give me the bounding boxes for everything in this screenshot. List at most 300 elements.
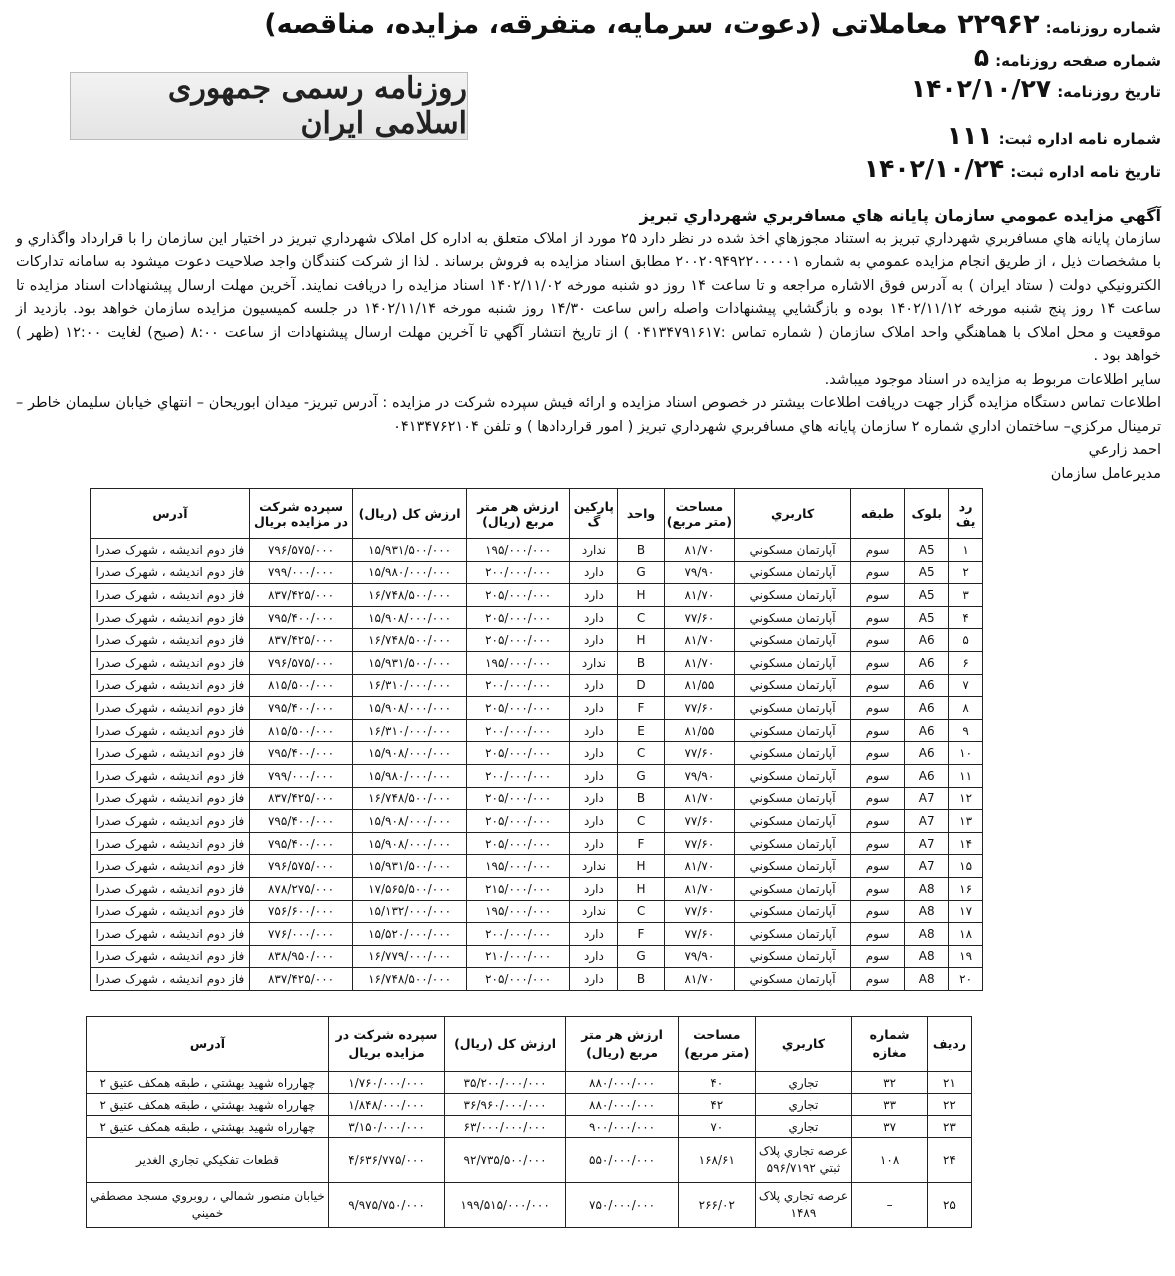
shop-cell: ۴۰ [679, 1072, 755, 1094]
apartment-cell: ۴ [949, 606, 983, 629]
page-value: ۵ [973, 42, 990, 72]
table-row [91, 945, 983, 968]
apartment-cell: ۱۸ [949, 923, 983, 946]
shop-cell: قطعات تفکيکي تجاري الغدير [87, 1138, 329, 1183]
apartment-cell: G [618, 764, 664, 787]
apartment-cell: ۱۵ [949, 855, 983, 878]
apartment-cell: سوم [850, 584, 904, 607]
table-row [91, 855, 983, 878]
notice-paragraph-2: ساير اطلاعات مربوط به مزايده در اسناد موجود ميباشد. [824, 371, 1161, 388]
apartment-cell: فاز دوم انديشه ، شهرک صدرا [91, 855, 250, 878]
apartment-cell: ۸۳۸/۹۵۰/۰۰۰ [249, 945, 352, 968]
apartment-cell: H [618, 855, 664, 878]
apartment-cell: سوم [850, 945, 904, 968]
table-row [91, 900, 983, 923]
apartment-header-cell: واحد [618, 489, 664, 539]
shop-cell: ۱/۷۶۰/۰۰۰/۰۰۰ [329, 1072, 445, 1094]
apartment-cell: ۱۵/۹۳۱/۵۰۰/۰۰۰ [353, 539, 467, 562]
apartment-cell: ۲۰۵/۰۰۰/۰۰۰ [466, 606, 569, 629]
apartment-cell: E [618, 719, 664, 742]
apartment-cell: A7 [905, 832, 949, 855]
apartment-cell: F [618, 832, 664, 855]
apartment-cell: فاز دوم انديشه ، شهرک صدرا [91, 719, 250, 742]
apartment-header-cell: پارکين گ [570, 489, 618, 539]
apartment-cell: ۱۴ [949, 832, 983, 855]
apartment-cell: سوم [850, 606, 904, 629]
shop-cell: تجاري [755, 1094, 852, 1116]
apartment-cell: فاز دوم انديشه ، شهرک صدرا [91, 584, 250, 607]
apartment-cell: ۱۵/۹۰۸/۰۰۰/۰۰۰ [353, 832, 467, 855]
page-line [11, 42, 1161, 73]
apartment-cell: ۷۹۶/۵۷۵/۰۰۰ [249, 651, 352, 674]
apartment-cell: ۷۹/۹۰ [664, 764, 735, 787]
reg-no-label: شماره نامه اداره ثبت: [998, 130, 1161, 148]
apartment-cell: ۷۹۹/۰۰۰/۰۰۰ [249, 561, 352, 584]
apartment-cell: فاز دوم انديشه ، شهرک صدرا [91, 764, 250, 787]
apartment-cell: دارد [570, 629, 618, 652]
table-row [91, 719, 983, 742]
shop-cell: چهارراه شهيد بهشتي ، طبقه همکف عتيق ۲ [87, 1116, 329, 1138]
apartment-cell: سوم [850, 832, 904, 855]
apartment-cell: ۷۹۶/۵۷۵/۰۰۰ [249, 539, 352, 562]
table-row [91, 877, 983, 900]
apartment-header-cell: سپرده شرکت در مزايده بريال [249, 489, 352, 539]
apartment-cell: آپارتمان مسکوني [735, 810, 851, 833]
apartment-cell: دارد [570, 787, 618, 810]
apartment-cell: ۱۵/۹۰۸/۰۰۰/۰۰۰ [353, 697, 467, 720]
table-row [87, 1116, 972, 1138]
apartment-cell: ۷۹۹/۰۰۰/۰۰۰ [249, 764, 352, 787]
apartment-cell: ندارد [570, 539, 618, 562]
apartment-cell: دارد [570, 719, 618, 742]
shop-cell: ۳۶/۹۶۰/۰۰۰/۰۰۰ [445, 1094, 566, 1116]
apartment-cell: ۲۰ [949, 968, 983, 991]
apartment-cell: ۱۶/۷۴۸/۵۰۰/۰۰۰ [353, 968, 467, 991]
apartment-cell: H [618, 877, 664, 900]
shop-cell: ۶۳/۰۰۰/۰۰۰/۰۰۰ [445, 1116, 566, 1138]
signer-name: احمد زارعي [1088, 442, 1161, 458]
table-row [87, 1094, 972, 1116]
shop-cell: ۱/۸۴۸/۰۰۰/۰۰۰ [329, 1094, 445, 1116]
apartment-cell: ۱۱ [949, 764, 983, 787]
apartment-cell: F [618, 697, 664, 720]
apartment-cell: ۷۹۵/۴۰۰/۰۰۰ [249, 832, 352, 855]
shop-cell: ۳۳ [852, 1094, 928, 1116]
apartment-cell: سوم [850, 674, 904, 697]
apartment-cell: آپارتمان مسکوني [735, 742, 851, 765]
apartment-cell: دارد [570, 584, 618, 607]
table-row [87, 1138, 972, 1183]
apartment-cell: دارد [570, 764, 618, 787]
apartment-cell: سوم [850, 923, 904, 946]
apartment-cell: ندارد [570, 651, 618, 674]
apartment-cell: B [618, 787, 664, 810]
apartment-cell: ۷۷/۶۰ [664, 810, 735, 833]
apartment-cell: ۲۰۰/۰۰۰/۰۰۰ [466, 923, 569, 946]
apartment-header-cell: ارزش کل (ريال) [353, 489, 467, 539]
apartment-cell: ۱۷ [949, 900, 983, 923]
apartment-cell: A6 [905, 651, 949, 674]
apartment-cell: ۱۵/۹۸۰/۰۰۰/۰۰۰ [353, 764, 467, 787]
apartment-cell: آپارتمان مسکوني [735, 923, 851, 946]
apartment-cell: A6 [905, 629, 949, 652]
apartment-header-cell: بلوک [905, 489, 949, 539]
apartment-cell: ۲۰۰/۰۰۰/۰۰۰ [466, 674, 569, 697]
apartment-header-cell: طبقه [850, 489, 904, 539]
apartment-cell: سوم [850, 900, 904, 923]
apartment-cell: آپارتمان مسکوني [735, 855, 851, 878]
apartment-cell: ۶ [949, 651, 983, 674]
apartments-table-header [91, 489, 983, 539]
shop-cell: ۴/۶۳۶/۷۷۵/۰۰۰ [329, 1138, 445, 1183]
table-row [91, 674, 983, 697]
apartment-cell: آپارتمان مسکوني [735, 651, 851, 674]
apartments-table [90, 488, 983, 991]
apartment-cell: ۲۰۵/۰۰۰/۰۰۰ [466, 742, 569, 765]
shop-cell: ۵۵۰/۰۰۰/۰۰۰ [566, 1138, 679, 1183]
apartment-cell: ۸۳۷/۴۲۵/۰۰۰ [249, 787, 352, 810]
apartment-cell: فاز دوم انديشه ، شهرک صدرا [91, 697, 250, 720]
apartment-cell: A7 [905, 787, 949, 810]
shop-header-cell: شماره مغازه [852, 1017, 928, 1072]
apartment-header-cell: آدرس [91, 489, 250, 539]
apartment-cell: فاز دوم انديشه ، شهرک صدرا [91, 606, 250, 629]
apartment-cell: آپارتمان مسکوني [735, 539, 851, 562]
issue-value: ۲۲۹۶۲ معاملاتی (دعوت، سرمایه، متفرقه، مزایده، مناقصه) [264, 9, 1040, 40]
table-row [91, 697, 983, 720]
apartment-cell: ۱۰ [949, 742, 983, 765]
apartment-cell: A5 [905, 539, 949, 562]
table-row [91, 810, 983, 833]
apartment-cell: دارد [570, 606, 618, 629]
apartment-cell: ندارد [570, 900, 618, 923]
apartment-cell: ۲ [949, 561, 983, 584]
apartment-cell: ۲۰۵/۰۰۰/۰۰۰ [466, 810, 569, 833]
apartment-cell: ۱۵/۵۲۰/۰۰۰/۰۰۰ [353, 923, 467, 946]
apartment-cell: A7 [905, 855, 949, 878]
apartment-cell: ۳ [949, 584, 983, 607]
date-label: تاریخ روزنامه: [1057, 83, 1161, 101]
apartment-cell: دارد [570, 923, 618, 946]
apartment-cell: سوم [850, 810, 904, 833]
apartment-header-cell: رد يف [949, 489, 983, 539]
apartment-cell: دارد [570, 742, 618, 765]
shop-cell: ۲۳ [927, 1116, 971, 1138]
apartment-cell: F [618, 923, 664, 946]
apartment-cell: ۸۷۸/۲۷۵/۰۰۰ [249, 877, 352, 900]
table-row [91, 584, 983, 607]
apartment-cell: سوم [850, 651, 904, 674]
apartment-cell: ۸۳۷/۴۲۵/۰۰۰ [249, 968, 352, 991]
apartment-cell: فاز دوم انديشه ، شهرک صدرا [91, 629, 250, 652]
apartment-cell: ۷۷/۶۰ [664, 606, 735, 629]
apartment-cell: B [618, 539, 664, 562]
apartment-cell: ۱۹۵/۰۰۰/۰۰۰ [466, 539, 569, 562]
apartment-cell: ۷۷۶/۰۰۰/۰۰۰ [249, 923, 352, 946]
apartment-cell: دارد [570, 810, 618, 833]
apartment-cell: ۷۹۵/۴۰۰/۰۰۰ [249, 606, 352, 629]
reg-no-value: ۱۱۱ [946, 121, 993, 150]
apartment-cell: سوم [850, 968, 904, 991]
apartment-cell: ۸۱۵/۵۰۰/۰۰۰ [249, 674, 352, 697]
shop-cell: عرصه تجاري پلاک ۱۴۸۹ [755, 1183, 852, 1228]
apartment-cell: ۱۹۵/۰۰۰/۰۰۰ [466, 900, 569, 923]
apartment-cell: فاز دوم انديشه ، شهرک صدرا [91, 832, 250, 855]
table-row [87, 1072, 972, 1094]
apartment-cell: ۱۵/۱۳۲/۰۰۰/۰۰۰ [353, 900, 467, 923]
table-row [91, 539, 983, 562]
apartment-header-cell: مساحت (متر مربع) [664, 489, 735, 539]
shop-cell: خيابان منصور شمالي ، روبروي مسجد مصطفي خميني [87, 1183, 329, 1228]
shop-cell: ۹۲/۷۳۵/۵۰۰/۰۰۰ [445, 1138, 566, 1183]
apartment-cell: سوم [850, 764, 904, 787]
shop-cell: ۷۰ [679, 1116, 755, 1138]
issue-line [11, 8, 1161, 42]
apartment-cell: فاز دوم انديشه ، شهرک صدرا [91, 674, 250, 697]
apartment-cell: A8 [905, 968, 949, 991]
table-row [91, 629, 983, 652]
apartment-header-cell: کاربري [735, 489, 851, 539]
apartment-cell: A8 [905, 945, 949, 968]
shop-cell: ۱۰۸ [852, 1138, 928, 1183]
shop-cell: ۷۵۰/۰۰۰/۰۰۰ [566, 1183, 679, 1228]
shop-cell: چهارراه شهيد بهشتي ، طبقه همکف عتيق ۲ [87, 1094, 329, 1116]
apartment-cell: آپارتمان مسکوني [735, 787, 851, 810]
logo-text: روزنامه رسمی جمهوری اسلامی ایران [167, 71, 467, 141]
shops-table-header [87, 1017, 972, 1072]
apartment-cell: ۱۵/۹۰۸/۰۰۰/۰۰۰ [353, 742, 467, 765]
apartment-cell: سوم [850, 742, 904, 765]
apartment-cell: ۸۱/۷۰ [664, 787, 735, 810]
apartment-cell: فاز دوم انديشه ، شهرک صدرا [91, 810, 250, 833]
apartment-cell: دارد [570, 832, 618, 855]
table-row [91, 764, 983, 787]
shop-cell: چهارراه شهيد بهشتي ، طبقه همکف عتيق ۲ [87, 1072, 329, 1094]
apartment-cell: ۹ [949, 719, 983, 742]
apartment-cell: ۱۵/۹۸۰/۰۰۰/۰۰۰ [353, 561, 467, 584]
apartment-cell: آپارتمان مسکوني [735, 832, 851, 855]
table-row [91, 968, 983, 991]
apartment-cell: فاز دوم انديشه ، شهرک صدرا [91, 877, 250, 900]
apartment-cell: آپارتمان مسکوني [735, 584, 851, 607]
apartment-cell: A6 [905, 719, 949, 742]
apartment-cell: ۱۳ [949, 810, 983, 833]
apartment-cell: ۲۰۵/۰۰۰/۰۰۰ [466, 697, 569, 720]
apartment-cell: فاز دوم انديشه ، شهرک صدرا [91, 968, 250, 991]
apartment-cell: G [618, 561, 664, 584]
apartment-cell: دارد [570, 968, 618, 991]
apartment-cell: ۸۱/۵۵ [664, 674, 735, 697]
shop-cell: ۳۲ [852, 1072, 928, 1094]
apartment-cell: ۸۱/۷۰ [664, 968, 735, 991]
apartment-cell: A7 [905, 810, 949, 833]
shop-cell: تجاري [755, 1116, 852, 1138]
shop-cell: ۲۴ [927, 1138, 971, 1183]
apartment-cell: ۱۵/۹۰۸/۰۰۰/۰۰۰ [353, 606, 467, 629]
apartment-cell: آپارتمان مسکوني [735, 606, 851, 629]
apartment-cell: ۱۷/۵۶۵/۵۰۰/۰۰۰ [353, 877, 467, 900]
apartment-cell: H [618, 584, 664, 607]
apartment-cell: ۱۹۵/۰۰۰/۰۰۰ [466, 651, 569, 674]
apartment-cell: A5 [905, 606, 949, 629]
apartment-cell: ۷۷/۶۰ [664, 923, 735, 946]
apartment-cell: ۱۲ [949, 787, 983, 810]
apartment-cell: C [618, 742, 664, 765]
apartment-cell: سوم [850, 561, 904, 584]
apartment-cell: C [618, 606, 664, 629]
notice-body [16, 204, 1161, 486]
apartment-cell: ۸۱/۷۰ [664, 629, 735, 652]
shop-header-cell: سپرده شرکت در مزايده بريال [329, 1017, 445, 1072]
apartment-cell: فاز دوم انديشه ، شهرک صدرا [91, 945, 250, 968]
apartment-cell: آپارتمان مسکوني [735, 900, 851, 923]
apartment-cell: ۵ [949, 629, 983, 652]
apartment-cell: ۸۱/۵۵ [664, 719, 735, 742]
apartment-cell: ۸۱۵/۵۰۰/۰۰۰ [249, 719, 352, 742]
apartment-cell: آپارتمان مسکوني [735, 945, 851, 968]
shop-cell: ۱۹۹/۵۱۵/۰۰۰/۰۰۰ [445, 1183, 566, 1228]
apartment-cell: ۲۰۰/۰۰۰/۰۰۰ [466, 764, 569, 787]
apartment-cell: آپارتمان مسکوني [735, 968, 851, 991]
apartment-cell: ۱۶/۷۷۹/۰۰۰/۰۰۰ [353, 945, 467, 968]
apartment-cell: ۲۰۵/۰۰۰/۰۰۰ [466, 584, 569, 607]
apartment-cell: A8 [905, 877, 949, 900]
apartment-cell: سوم [850, 787, 904, 810]
apartment-cell: ۸۱/۷۰ [664, 584, 735, 607]
apartment-cell: ۷۹۶/۵۷۵/۰۰۰ [249, 855, 352, 878]
apartment-cell: A6 [905, 764, 949, 787]
apartment-cell: سوم [850, 855, 904, 878]
apartment-cell: فاز دوم انديشه ، شهرک صدرا [91, 651, 250, 674]
apartment-cell: ۱۶/۷۴۸/۵۰۰/۰۰۰ [353, 787, 467, 810]
registration-info [864, 120, 1161, 185]
shop-cell: ۹۰۰/۰۰۰/۰۰۰ [566, 1116, 679, 1138]
apartment-cell: ۷۷/۶۰ [664, 697, 735, 720]
apartment-cell: A6 [905, 674, 949, 697]
apartment-cell: ۸۳۷/۴۲۵/۰۰۰ [249, 584, 352, 607]
shop-cell: ۳۷ [852, 1116, 928, 1138]
apartment-cell: ۲۰۵/۰۰۰/۰۰۰ [466, 629, 569, 652]
apartment-cell: A6 [905, 697, 949, 720]
notice-title: آگهي مزايده عمومي سازمان پايانه هاي مسافربري شهرداري تبريز [639, 206, 1161, 225]
table-row [91, 923, 983, 946]
apartment-cell: ۷۹۵/۴۰۰/۰۰۰ [249, 810, 352, 833]
apartment-cell: سوم [850, 697, 904, 720]
apartment-cell: آپارتمان مسکوني [735, 629, 851, 652]
reg-no-line [864, 120, 1161, 153]
apartment-cell: A8 [905, 900, 949, 923]
apartment-cell: ۲۱۰/۰۰۰/۰۰۰ [466, 945, 569, 968]
apartment-cell: فاز دوم انديشه ، شهرک صدرا [91, 561, 250, 584]
gazette-logo [70, 72, 468, 140]
apartment-cell: دارد [570, 877, 618, 900]
apartment-cell: فاز دوم انديشه ، شهرک صدرا [91, 742, 250, 765]
date-value: ۱۴۰۲/۱۰/۲۷ [910, 74, 1052, 103]
apartment-cell: ندارد [570, 855, 618, 878]
apartment-cell: B [618, 968, 664, 991]
reg-date-value: ۱۴۰۲/۱۰/۲۴ [863, 153, 1005, 183]
apartment-header-cell: ارزش هر متر مربع (ريال) [466, 489, 569, 539]
apartment-cell: ۱۶/۳۱۰/۰۰۰/۰۰۰ [353, 719, 467, 742]
shop-cell: ۳۵/۲۰۰/۰۰۰/۰۰۰ [445, 1072, 566, 1094]
issue-label: شماره روزنامه: [1045, 19, 1161, 37]
apartment-cell: ۷۹۵/۴۰۰/۰۰۰ [249, 697, 352, 720]
apartment-cell: ۸ [949, 697, 983, 720]
apartment-cell: ۱۶/۷۴۸/۵۰۰/۰۰۰ [353, 629, 467, 652]
shop-cell: ۳/۱۵۰/۰۰۰/۰۰۰ [329, 1116, 445, 1138]
apartment-cell: دارد [570, 674, 618, 697]
apartment-cell: ۷۹/۹۰ [664, 945, 735, 968]
page-label: شماره صفحه روزنامه: [995, 51, 1161, 70]
apartment-cell: سوم [850, 719, 904, 742]
apartment-cell: A8 [905, 923, 949, 946]
apartment-cell: B [618, 651, 664, 674]
apartment-cell: فاز دوم انديشه ، شهرک صدرا [91, 923, 250, 946]
apartment-cell: ۱۵/۹۰۸/۰۰۰/۰۰۰ [353, 810, 467, 833]
apartment-cell: آپارتمان مسکوني [735, 561, 851, 584]
reg-date-line [864, 153, 1161, 186]
apartment-cell: ۱۵/۹۳۱/۵۰۰/۰۰۰ [353, 651, 467, 674]
apartment-cell: ۱۹۵/۰۰۰/۰۰۰ [466, 855, 569, 878]
apartment-cell: ۷۷/۶۰ [664, 900, 735, 923]
apartment-cell: ۲۰۰/۰۰۰/۰۰۰ [466, 719, 569, 742]
apartment-cell: ۲۰۵/۰۰۰/۰۰۰ [466, 968, 569, 991]
table-row [91, 742, 983, 765]
apartment-cell: ۸۱/۷۰ [664, 539, 735, 562]
apartment-cell: فاز دوم انديشه ، شهرک صدرا [91, 900, 250, 923]
table-row [91, 787, 983, 810]
table-row [87, 1183, 972, 1228]
apartment-cell: ۱۶ [949, 877, 983, 900]
apartment-cell: A5 [905, 584, 949, 607]
shop-header-cell: رديف [927, 1017, 971, 1072]
shop-cell: ۲۶۶/۰۲ [679, 1183, 755, 1228]
table-row [91, 832, 983, 855]
apartment-cell: ۱۶/۷۴۸/۵۰۰/۰۰۰ [353, 584, 467, 607]
apartment-cell: دارد [570, 945, 618, 968]
apartment-cell: ۱۵/۹۳۱/۵۰۰/۰۰۰ [353, 855, 467, 878]
apartment-cell: آپارتمان مسکوني [735, 697, 851, 720]
shop-cell: ۸۸۰/۰۰۰/۰۰۰ [566, 1094, 679, 1116]
apartment-cell: آپارتمان مسکوني [735, 674, 851, 697]
apartment-cell: ۷۷/۶۰ [664, 742, 735, 765]
apartment-cell: ۸۳۷/۴۲۵/۰۰۰ [249, 629, 352, 652]
apartment-cell: ۸۱/۷۰ [664, 651, 735, 674]
reg-date-label: تاریخ نامه اداره ثبت: [1010, 162, 1161, 181]
apartment-cell: ۱ [949, 539, 983, 562]
table-row [91, 651, 983, 674]
apartment-cell: C [618, 900, 664, 923]
shop-header-cell: ارزش کل (ريال) [445, 1017, 566, 1072]
apartment-cell: فاز دوم انديشه ، شهرک صدرا [91, 539, 250, 562]
apartment-cell: A5 [905, 561, 949, 584]
shop-cell: – [852, 1183, 928, 1228]
apartment-cell: ۱۹ [949, 945, 983, 968]
shop-cell: ۴۲ [679, 1094, 755, 1116]
apartment-cell: سوم [850, 539, 904, 562]
shops-table [86, 1016, 972, 1228]
shop-cell: ۹/۹۷۵/۷۵۰/۰۰۰ [329, 1183, 445, 1228]
apartment-cell: ۱۶/۳۱۰/۰۰۰/۰۰۰ [353, 674, 467, 697]
apartment-cell: ۷۹/۹۰ [664, 561, 735, 584]
apartment-cell: ۸۱/۷۰ [664, 855, 735, 878]
apartment-cell: A6 [905, 742, 949, 765]
apartment-cell: ۷ [949, 674, 983, 697]
notice-paragraph-1: سازمان پايانه هاي مسافربري شهرداري تبريز به استناد مجوزهاي اخذ شده در نظر دارد ۲۵ مورد از املاک متعلق به اداره کل املاک شهرداري تبريز در اختيار اين سازمان را با قرارداد واگذاري و با مشخصات ذيل ، از طريق انجام مزايده عمومي به شماره ۲۰۰۲۰۹۴۹۲۲۰۰۰۰۰۱ مطابق اسناد مزايده به فروش برساند . لذا از شرکت کنندگان واجد صلاحيت دعوت ميشود به سامانه تدارکات الکترونيکي دولت ( ستاد ايران ) به آدرس فوق الاشاره مراجعه و تا ساعت ۱۴ روز دو شنبه مورخه ۱۴۰۲/۱۱/۰۲ اسناد مزايده را دريافت نمايند. آخرين مهلت ارسال پيشنهادات اسناد مزايده تا ساعت ۱۴ روز پنج شنبه مورخه ۱۴۰۲/۱۱/۱۲ بوده و بازگشايي پيشنهادات واصله راس ساعت ۱۴/۳۰ روز شنبه مورخه ۱۴۰۲/۱۱/۱۴ در جلسه کميسيون مزايده سازمان خواهد بود. بازديد از موقعيت و محل املاک با هماهنگي واحد املاک سازمان ( شماره تماس :۰۴۱۳۴۷۹۱۶۱۷ ) از تاريخ انتشار آگهي تا آخرين مهلت ارسال پيشنهادات از ساعت ۸:۰۰ (صبح) لغايت ۱۲:۰۰ (ظهر ) خواهد بود . [16, 230, 1162, 364]
shop-cell: ۸۸۰/۰۰۰/۰۰۰ [566, 1072, 679, 1094]
apartment-cell: سوم [850, 877, 904, 900]
shop-cell: تجاري [755, 1072, 852, 1094]
